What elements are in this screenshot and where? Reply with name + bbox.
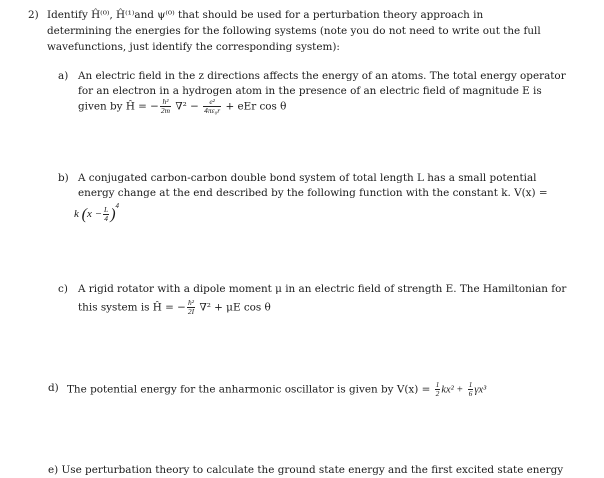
part-d-term-2: γx³	[474, 384, 487, 396]
part-d-frac2-den: 6	[468, 389, 473, 398]
part-b-close-paren: )	[110, 206, 116, 224]
part-d-text: The potential energy for the anharmonic oscillator is given by V(x) =	[67, 383, 431, 396]
part-a-label: a)	[58, 70, 69, 82]
part-d-fraction-sixth	[468, 381, 474, 398]
question-number: 2)	[28, 9, 39, 21]
part-c-line-1: A rigid rotator with a dipole moment μ in an electric field of strength E. The Hamiltonian for	[78, 283, 567, 295]
part-a-line-1: An electric field in the z directions affects the energy of an atoms. The total energy operator	[78, 70, 566, 82]
part-a-frac1-num: ħ²	[160, 98, 171, 107]
part-b-line-2: energy change at the end described by the following function with the constant k. V(x) =	[78, 187, 548, 199]
part-b-line-1: A conjugated carbon-carbon double bond system of total length L has a small potential	[78, 172, 537, 184]
part-b-open-paren: (	[81, 206, 87, 224]
part-c-formula	[78, 299, 271, 316]
part-b-constant-k: k	[74, 208, 79, 221]
part-d-fraction-half	[435, 381, 441, 398]
question-intro-line-1: Identify Ĥ⁽⁰⁾, Ĥ⁽¹⁾and ψ⁽⁰⁾ that should be used for a perturbation theory approach in	[47, 9, 484, 21]
part-b-fraction-L-4	[103, 206, 109, 223]
part-c-suffix: ∇² + μE cos θ	[199, 301, 271, 314]
part-b-label: b)	[58, 172, 69, 184]
part-a-frac1-den: 2m	[160, 106, 171, 115]
part-a-frac2-num: e²	[203, 98, 221, 107]
part-b-frac-den: 4	[104, 214, 108, 223]
part-a-fraction-coulomb	[203, 98, 221, 115]
question-intro-line-3: wavefunctions, just identify the corresponding system):	[47, 41, 340, 53]
part-d-line	[67, 381, 486, 398]
part-a-field-term: + eEr cos θ	[225, 100, 287, 113]
part-e-cutoff-line: e) Use perturbation theory to calculate the ground state energy and the first excited state energy	[48, 464, 564, 476]
part-d-label: d)	[48, 382, 59, 394]
part-b-formula	[74, 202, 120, 224]
part-a-fraction-hbar-2m	[160, 98, 171, 115]
part-c-frac-num: ħ²	[188, 298, 195, 307]
part-c-label: c)	[58, 283, 68, 295]
part-d-frac2-num: 1	[468, 380, 473, 389]
part-d-frac1-den: 2	[435, 389, 440, 398]
part-a-laplacian: ∇² −	[175, 100, 199, 113]
part-b-frac-num: L	[104, 205, 109, 214]
part-b-inner: x −	[86, 208, 103, 221]
part-a-formula	[78, 98, 286, 115]
part-c-fraction-hbar-2I	[187, 299, 195, 316]
part-a-formula-prefix: given by Ĥ = −	[78, 100, 159, 113]
part-a-line-2: for an electron in a hydrogen atom in the presence of an electric field of magnitude E is	[78, 85, 542, 97]
part-c-formula-prefix: this system is Ĥ = −	[78, 301, 186, 314]
part-d-term-1: kx² +	[441, 384, 464, 396]
part-d-frac1-num: 1	[435, 380, 440, 389]
part-a-frac2-den: 4πε₀r	[204, 106, 221, 115]
part-b-power: 4	[115, 202, 120, 211]
part-c-frac-den: 2I	[187, 307, 195, 316]
question-intro-line-2: determining the energies for the following systems (note you do not need to write out the full	[47, 25, 541, 37]
